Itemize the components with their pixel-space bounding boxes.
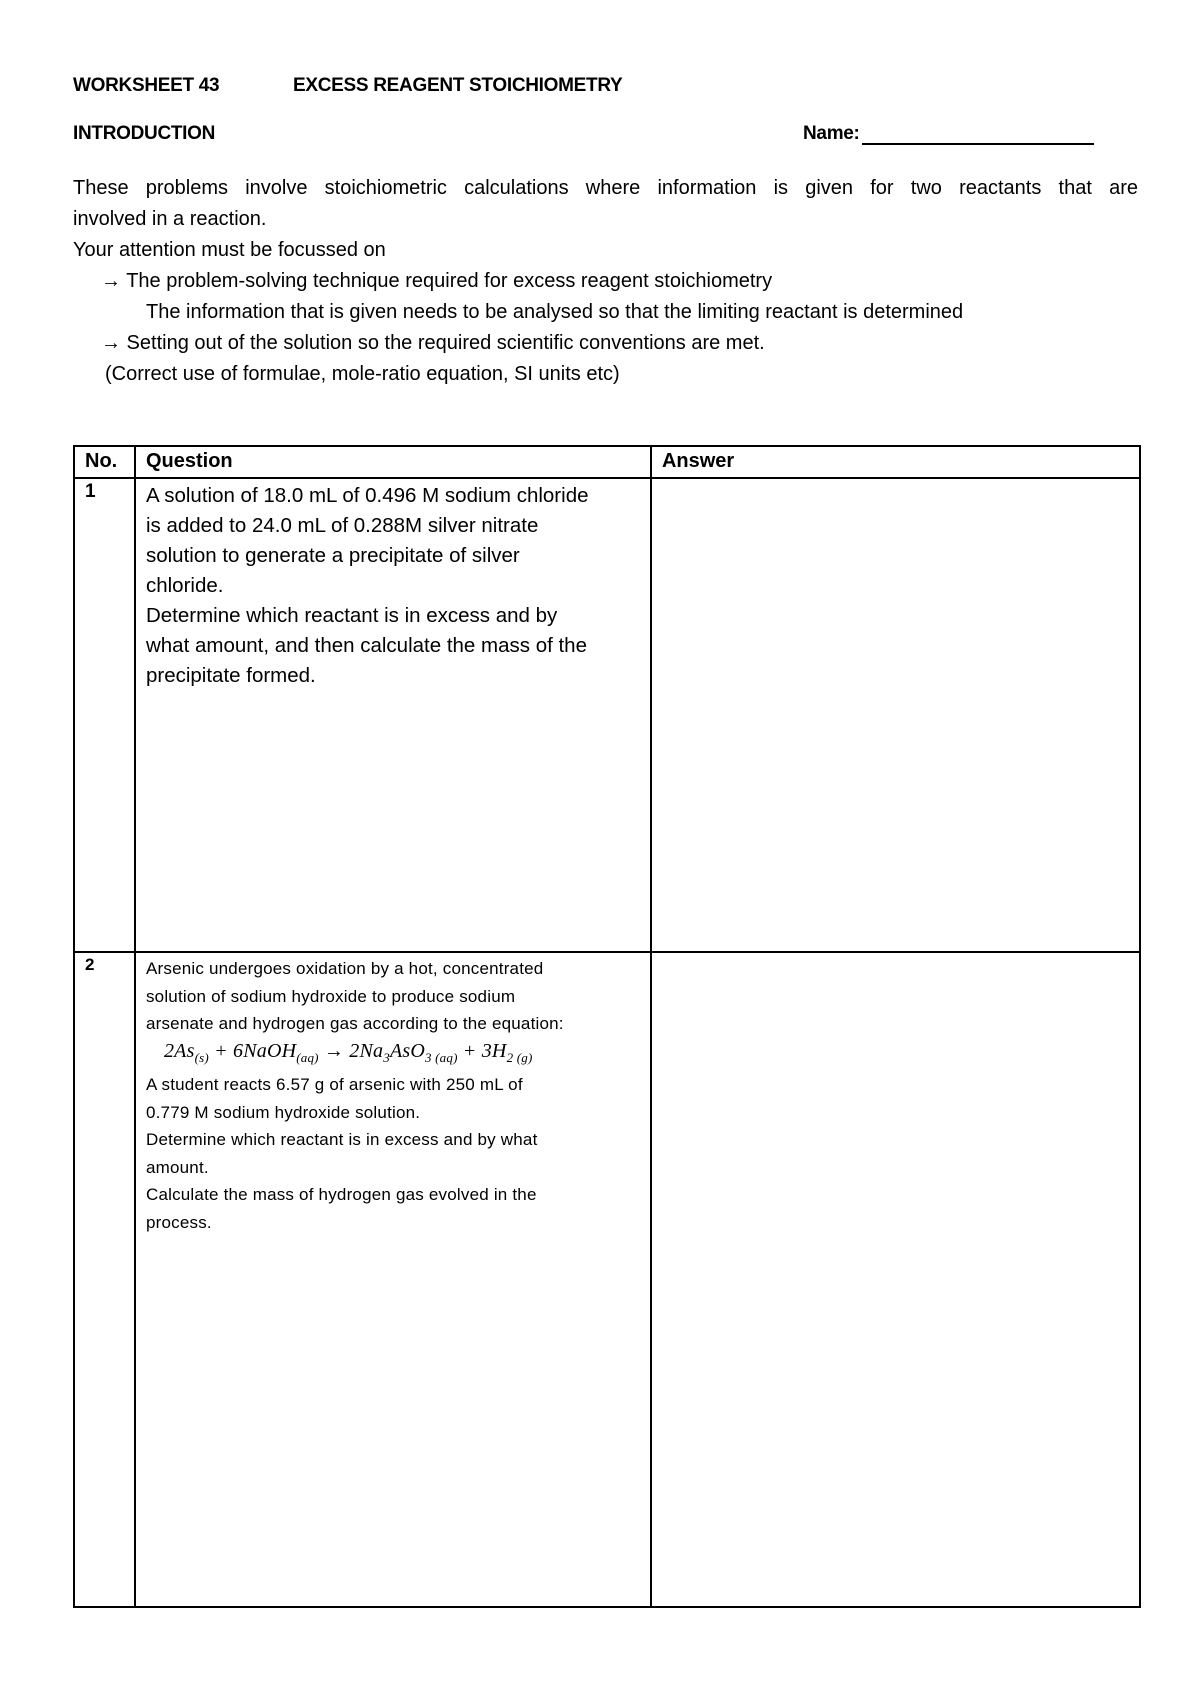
question-line: precipitate formed. [145,664,316,687]
name-label: Name: [803,123,860,144]
question-line: chloride. [145,574,224,597]
eq-term: AsO [389,1039,425,1062]
intro-paragraph-line: These problems involve stoichiometric calculations where information is given for two reactants that are [73,177,1138,199]
eq-state: (aq) [296,1049,319,1065]
question-line: what amount, and then calculate the mass of the [145,634,587,657]
question-line: Arsenic undergoes oxidation by a hot, concentrated [145,959,544,978]
question-line: A student reacts 6.57 g of arsenic with 250 mL of [145,1075,523,1094]
table-row [74,478,1140,952]
question-line: arsenate and hydrogen gas according to the equation: [145,1014,564,1033]
question-line: 0.779 M sodium hydroxide solution. [145,1102,421,1122]
question-line: Determine which reactant is in excess and by [145,604,558,627]
attention-line: Your attention must be focussed on [73,239,386,261]
question-line: process. [145,1212,212,1232]
header-no: No. [74,446,135,478]
name-blank-line[interactable] [862,123,1094,145]
question-line: solution of sodium hydroxide to produce sodium [145,986,516,1006]
bullet-conventions: → Setting out of the solution so the required scientific conventions are met. [101,332,765,354]
bullet-technique: → The problem-solving technique required for excess reagent stoichiometry [101,270,773,292]
answer-2-area[interactable] [651,952,1140,1607]
question-line: amount. [145,1157,209,1177]
table-header-row [74,446,1140,478]
eq-subscript: 3 [383,1049,390,1065]
intro-paragraph-line: involved in a reaction. [73,208,267,230]
question-line: A solution of 18.0 mL of 0.496 M sodium chloride [145,484,589,507]
question-number: 1 [74,478,135,952]
eq-term: + 6NaOH [208,1039,297,1062]
header-question: Question [135,446,651,478]
worksheet-table [73,445,1141,1608]
question-1-text [135,478,651,952]
name-field[interactable] [803,123,1094,145]
chemical-equation [146,1038,640,1072]
question-number: 2 [74,952,135,1607]
question-2-text [135,952,651,1607]
header-answer: Answer [651,446,1140,478]
question-line: Calculate the mass of hydrogen gas evolved in the [145,1185,537,1204]
bullet-technique-detail: The information that is given needs to be analysed so that the limiting reactant is determined [146,301,964,323]
eq-term: 2As [163,1039,195,1062]
question-line: solution to generate a precipitate of silver [145,544,520,567]
answer-1-area[interactable] [651,478,1140,952]
table-row [74,952,1140,1607]
section-heading: INTRODUCTION [73,123,216,144]
eq-state: (s) [194,1049,209,1065]
intro-section [73,173,1138,390]
worksheet-title: EXCESS REAGENT STOICHIOMETRY [293,75,623,96]
question-line: is added to 24.0 mL of 0.288M silver nitrate [145,514,539,537]
eq-term: → 2Na [318,1039,384,1062]
eq-state: 2 (g) [506,1049,533,1065]
eq-term: + 3H [457,1039,507,1062]
question-line: Determine which reactant is in excess and by what [145,1130,538,1149]
eq-state: 3 (aq) [425,1049,458,1065]
worksheet-number: WORKSHEET 43 [73,75,220,96]
bullet-conventions-detail: (Correct use of formulae, mole-ratio equation, SI units etc) [105,363,620,385]
